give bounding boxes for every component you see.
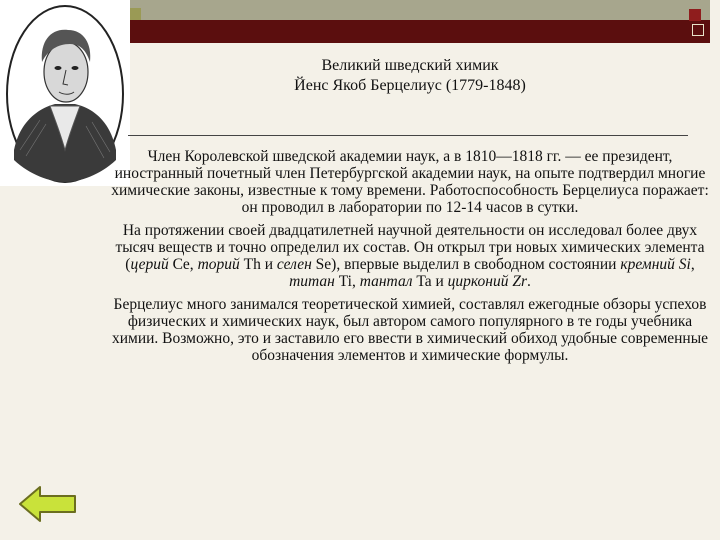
title-line-2: Йенс Якоб Берцелиус (1779-1848) (294, 77, 526, 94)
paragraph-1: Член Королевской шведской академии наук, а в 1810—1818 гг. — ее президент, иностранный почетный член Петербургской академии наук, на опыте подтвердил многие химические законы, известные к тому времени. Работоспособность Берцелиуса поражает: он проводил в лаборатории по 12-14 часов в сутки. (111, 148, 709, 216)
element-thorium: торий (197, 256, 240, 273)
slide-body (108, 148, 712, 370)
slide-title (140, 56, 680, 96)
element-selenium: селен (276, 256, 312, 273)
para2-text: , (690, 256, 695, 273)
element-tantalum: тантал (359, 273, 413, 290)
top-decor-bar (128, 0, 710, 20)
title-divider (128, 135, 688, 136)
element-cerium: церий (130, 256, 169, 273)
decor-square-outline (692, 24, 704, 36)
back-button[interactable] (18, 484, 78, 524)
para2-text: Th и (239, 256, 277, 273)
paragraph-3: Берцелиус много занимался теоретической химией, составлял ежегодные обзоры успехов физических и химических наук, был автором самого популярного в те годы учебника химии. Возможно, это и заставило его ввести в химический обиход удобные современные обозначения элементов и химические формулы. (111, 296, 709, 364)
element-silicon: кремний Si (620, 256, 691, 273)
decor-square-red (689, 9, 701, 21)
title-line-1: Великий шведский химик (321, 57, 499, 74)
back-arrow-icon (18, 484, 78, 524)
para2-text: Ta и (412, 273, 448, 290)
para2-text: Ti, (334, 273, 360, 290)
para2-text: На протяжении своей двадцатилетней научной деятельности он исследовал более двух тысяч веществ и точно определил их состав. Он открыл три новых химических элемента ( (115, 222, 705, 273)
para2-text: . (527, 273, 531, 290)
element-titanium: титан (289, 273, 335, 290)
decor-square-olive (129, 8, 141, 20)
para2-text: Ce, (168, 256, 198, 273)
element-zirconium: цирконий Zr (447, 273, 528, 290)
title-band (128, 20, 710, 43)
para2-text: Se), впервые выделил в свободном состоянии (311, 256, 621, 273)
paragraph-2 (108, 222, 712, 290)
